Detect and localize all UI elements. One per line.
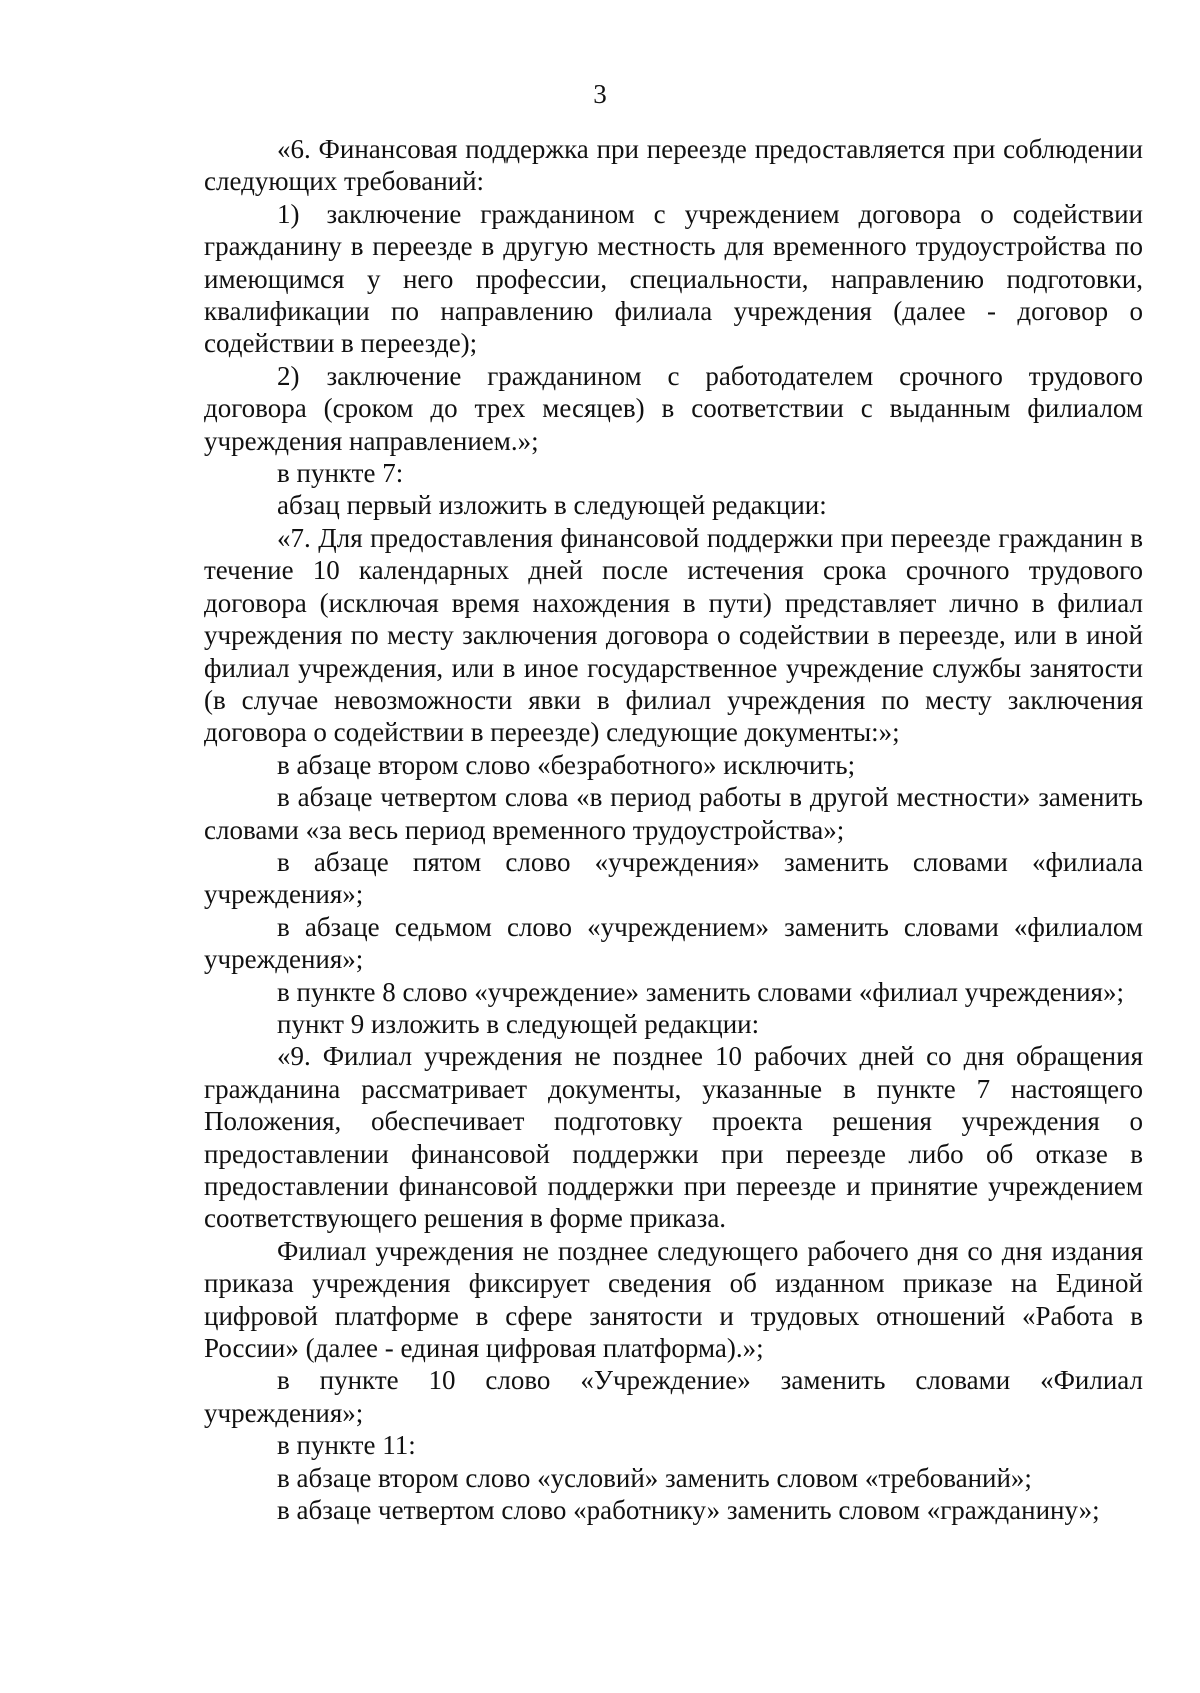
paragraph-item-7-text: «7. Для предоставления финансовой поддержки при переезде гражданин в течение 10 календарных дней после истечения срока срочного трудового договора (исключая время нахождения в пути) представляет лично в филиал учреждения по месту заключения договора о содействии в переезде, или в иной филиал учреждения, или в иное государственное учреждение службы занятости (в случае невозможности явки в филиал учреждения по месту заключения договора о содействии в переезде) следующие документы:»; bbox=[204, 522, 1143, 748]
paragraph-abzac-second: в абзаце втором слово «безработного» исключить; bbox=[277, 749, 856, 780]
paragraph-subitem-2: 2) заключение гражданином с работодателем срочного трудового договора (сроком до трех месяцев) в соответствии с выданным филиалом учреждения направлением.»; bbox=[204, 360, 1143, 456]
document-body bbox=[204, 133, 1143, 1526]
paragraph-first-abzac-instruction: абзац первый изложить в следующей редакции: bbox=[277, 490, 827, 521]
paragraph-point-11-heading: в пункте 11: bbox=[277, 1430, 416, 1461]
paragraph-subitem-1: 1) заключение гражданином с учреждением договора о содействии гражданину в переезде в другую местность для временного трудоустройства по имеющимся у него профессии, специальности, направлению подготовки, квалификации по направлению филиала учреждения (далее - договор о содействии в переезде); bbox=[204, 198, 1143, 359]
paragraph-point-9-instruction: пункт 9 изложить в следующей редакции: bbox=[277, 1008, 760, 1039]
paragraph-item-9-second: Филиал учреждения не позднее следующего рабочего дня со дня издания приказа учреждения фиксирует сведения об изданном приказе на Единой цифровой платформе в сфере занятости и трудовых отношений «Работа в России» (далее - единая цифровая платформа).»; bbox=[204, 1235, 1143, 1364]
page-number: 3 bbox=[593, 79, 607, 109]
paragraph-point-11-abzac-second: в абзаце втором слово «условий» заменить словом «требований»; bbox=[277, 1462, 1032, 1493]
paragraph-point-7-heading: в пункте 7: bbox=[277, 458, 404, 489]
paragraph-point-10: в пункте 10 слово «Учреждение» заменить словами «Филиал учреждения»; bbox=[204, 1365, 1143, 1428]
paragraph-item-6-intro: «6. Финансовая поддержка при переезде предоставляется при соблюдении следующих требований: bbox=[204, 134, 1143, 197]
paragraph-abzac-seventh: в абзаце седьмом слово «учреждением» заменить словами «филиалом учреждения»; bbox=[204, 911, 1143, 975]
paragraph-point-8: в пункте 8 слово «учреждение» заменить словами «филиал учреждения»; bbox=[277, 976, 1124, 1007]
paragraph-point-11-abzac-fourth: в абзаце четвертом слово «работнику» заменить словом «гражданину»; bbox=[277, 1495, 1100, 1526]
paragraph-item-9-text: «9. Филиал учреждения не позднее 10 рабочих дней со дня обращения гражданина рассматривает документы, указанные в пункте 7 настоящего Положения, обеспечивает подготовку проекта решения учреждения о предоставлении финансовой поддержки при переезде либо об отказе в предоставлении финансовой поддержки при переезде и принятие учреждением соответствующего решения в форме приказа. bbox=[204, 1041, 1143, 1234]
paragraph-abzac-fourth: в абзаце четвертом слова «в период работы в другой местности» заменить словами «за весь период временного трудоустройства»; bbox=[204, 782, 1143, 845]
paragraph-abzac-fifth: в абзаце пятом слово «учреждения» заменить словами «филиала учреждения»; bbox=[204, 846, 1143, 910]
